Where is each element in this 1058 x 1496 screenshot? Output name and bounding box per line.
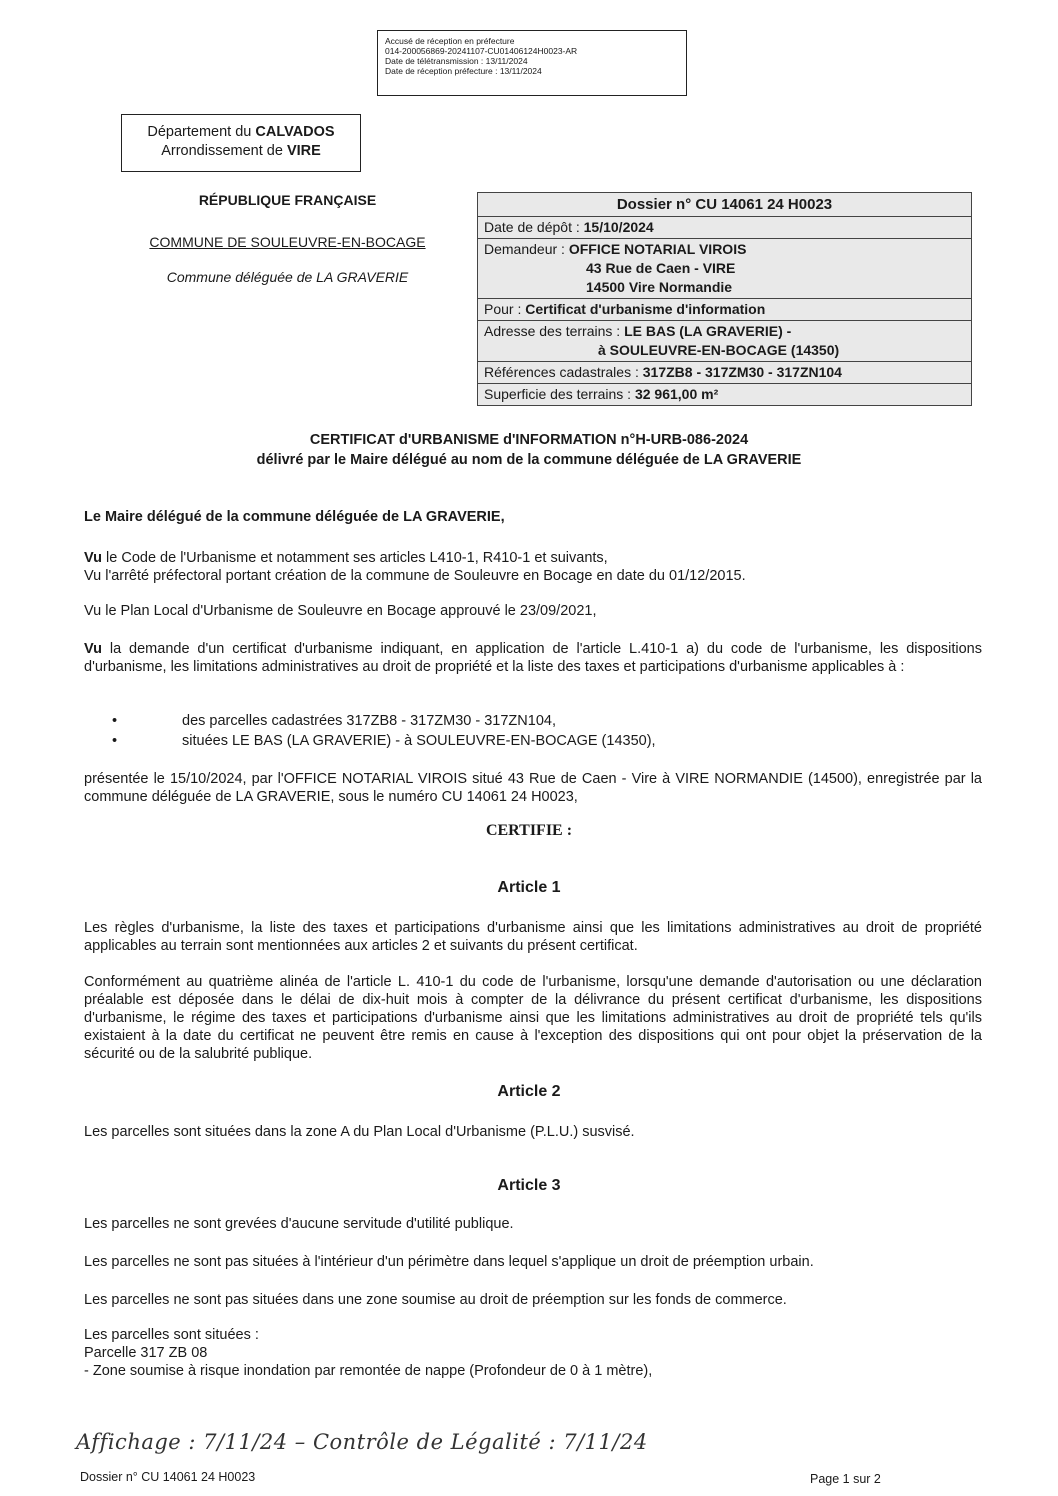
bullet-text: des parcelles cadastrées 317ZB8 - 317ZM30 - 317ZN104,	[182, 713, 556, 729]
article-1-title: Article 1	[497, 879, 561, 896]
stamp-line: Date de télétransmission : 13/11/2024	[385, 56, 528, 66]
stamp-line: 014-200056869-20241107-CU01406124H0023-AR	[385, 46, 578, 56]
article-2-title: Article 2	[497, 1083, 561, 1100]
certificate-title-line: CERTIFICAT d'URBANISME d'INFORMATION n°H-URB-086-2024	[309, 432, 749, 448]
bullet-text: situées LE BAS (LA GRAVERIE) - à SOULEUVRE-EN-BOCAGE (14350),	[182, 733, 656, 749]
vu-block-2: Vu le Plan Local d'Urbanisme de Souleuvre en Bocage approuvé le 23/09/2021,	[84, 603, 597, 619]
arrondissement-name: VIRE	[286, 143, 321, 159]
arrondissement-prefix: Arrondissement de	[161, 143, 287, 159]
list-line: Parcelle 317 ZB 08	[84, 1345, 208, 1361]
footer-dossier-ref: Dossier n° CU 14061 24 H0023	[80, 1470, 256, 1484]
article-3-title: Article 3	[497, 1177, 561, 1194]
demandeur-address-line: 14500 Vire Normandie	[586, 279, 733, 295]
article-3-paragraph: Les parcelles ne sont pas situées à l'intérieur d'un périmètre dans lequel s'applique un droit de préemption urbain.	[84, 1254, 814, 1270]
dossier-row-pour	[478, 298, 971, 320]
commune-deleguee: Commune déléguée de LA GRAVERIE	[166, 269, 409, 285]
article-1-paragraph: Conformément au quatrième alinéa de l'article L. 410-1 du code de l'urbanisme, lorsqu'une demande d'autorisation ou une déclaration préalable est déposée dans le délai de dix-huit mois à compter de la délivrance du présent certificat d'urbanisme, les dispositions d'urbanisme, le régime des taxes et participations d'urbanisme ainsi que les limitations administratives au droit de propriété tels qu'ils existaient à la date du certificat ne peuvent être remis en cause à l'exception des dispositions qui ont pour objet la préservation de la sécurité ou de la salubrité publique.	[84, 974, 982, 1062]
adresse-label: Adresse des terrains :	[484, 323, 625, 339]
vu-block-3	[84, 640, 982, 676]
stamp-line: Accusé de réception en préfecture	[385, 36, 515, 46]
certificate-subtitle-line: délivré par le Maire délégué au nom de la commune déléguée de LA GRAVERIE	[256, 452, 802, 468]
demandeur-name: OFFICE NOTARIAL VIROIS	[568, 241, 747, 257]
presentee-paragraph: présentée le 15/10/2024, par l'OFFICE NOTARIAL VIROIS situé 43 Rue de Caen - Vire à VIRE NORMANDIE (14500), enregistrée par la commune déléguée de LA GRAVERIE, sous le numéro CU 14061 24 H0023,	[84, 771, 982, 805]
refs-label: Références cadastrales :	[484, 364, 643, 380]
dossier-row-superficie	[478, 383, 971, 405]
department-line	[122, 123, 360, 142]
dossier-row-adresse	[478, 320, 971, 361]
vu-label: Vu	[84, 641, 102, 657]
demandeur-address-line: 43 Rue de Caen - VIRE	[586, 260, 736, 276]
certifie-heading: CERTIFIE :	[485, 822, 573, 839]
depot-value: 15/10/2024	[583, 219, 654, 235]
pour-label: Pour :	[484, 301, 526, 317]
reception-stamp	[377, 30, 687, 96]
stamp-line: Date de réception préfecture : 13/11/2024	[385, 66, 542, 76]
pour-value: Certificat d'urbanisme d'information	[525, 301, 766, 317]
article-3-list	[84, 1326, 982, 1380]
article-1-paragraph: Les règles d'urbanisme, la liste des taxes et participations d'urbanisme ainsi que les limitations administratives au droit de propriété applicables au terrain sont mentionnées aux articles 2 et suivants du présent certificat.	[84, 920, 982, 954]
department-box	[121, 114, 361, 172]
certificate-title	[0, 430, 1058, 470]
maire-line: Le Maire délégué de la commune déléguée de LA GRAVERIE,	[84, 509, 505, 525]
depot-label: Date de dépôt :	[484, 219, 584, 235]
article-3-paragraph: Les parcelles ne sont grevées d'aucune servitude d'utilité publique.	[84, 1216, 514, 1232]
vu-text: Vu l'arrêté préfectoral portant création de la commune de Souleuvre en Bocage en date du 01/12/2015.	[84, 568, 746, 584]
handwritten-annotation: Affichage : 7/11/24 – Contrôle de Légalité : 7/11/24	[76, 1430, 648, 1454]
adresse-value: à SOULEUVRE-EN-BOCAGE (14350)	[598, 342, 840, 358]
list-line: Les parcelles sont situées :	[84, 1327, 259, 1343]
demandeur-label: Demandeur :	[484, 241, 569, 257]
vu-text: le Code de l'Urbanisme et notamment ses articles L410-1, R410-1 et suivants,	[102, 550, 608, 566]
vu-block-1	[84, 549, 982, 585]
department-name: CALVADOS	[255, 124, 335, 140]
dossier-row-depot	[478, 216, 971, 238]
list-line: - Zone soumise à risque inondation par remontée de nappe (Profondeur de 0 à 1 mètre),	[84, 1363, 653, 1379]
footer-page-number: Page 1 sur 2	[810, 1472, 881, 1486]
republique-heading: RÉPUBLIQUE FRANÇAISE	[198, 192, 377, 208]
dossier-row-refs	[478, 361, 971, 383]
bullet-dot: •	[112, 713, 118, 729]
department-prefix: Département du	[147, 124, 256, 140]
superficie-value: 32 961,00 m²	[634, 386, 719, 402]
superficie-label: Superficie des terrains :	[484, 386, 635, 402]
article-2-paragraph: Les parcelles sont situées dans la zone A du Plan Local d'Urbanisme (P.L.U.) susvisé.	[84, 1124, 635, 1140]
bullet-dot: •	[112, 733, 118, 749]
adresse-value: LE BAS (LA GRAVERIE) -	[624, 323, 792, 339]
refs-value: 317ZB8 - 317ZM30 - 317ZN104	[642, 364, 842, 380]
arrondissement-line	[122, 142, 360, 161]
dossier-title: Dossier n° CU 14061 24 H0023	[616, 196, 833, 213]
article-3-paragraph: Les parcelles ne sont pas situées dans une zone soumise au droit de préemption sur les fonds de commerce.	[84, 1292, 787, 1308]
dossier-row-demandeur	[478, 238, 971, 298]
dossier-table	[477, 192, 972, 406]
vu-label: Vu	[84, 550, 102, 566]
vu-text: la demande d'un certificat d'urbanisme indiquant, en application de l'article L.410-1 a) du code de l'urbanisme, les dispositions d'urbanisme, les limitations administratives au droit de propriété et la liste des taxes et participations d'urbanisme applicables à :	[84, 641, 982, 675]
commune-heading: COMMUNE DE SOULEUVRE-EN-BOCAGE	[149, 234, 426, 250]
